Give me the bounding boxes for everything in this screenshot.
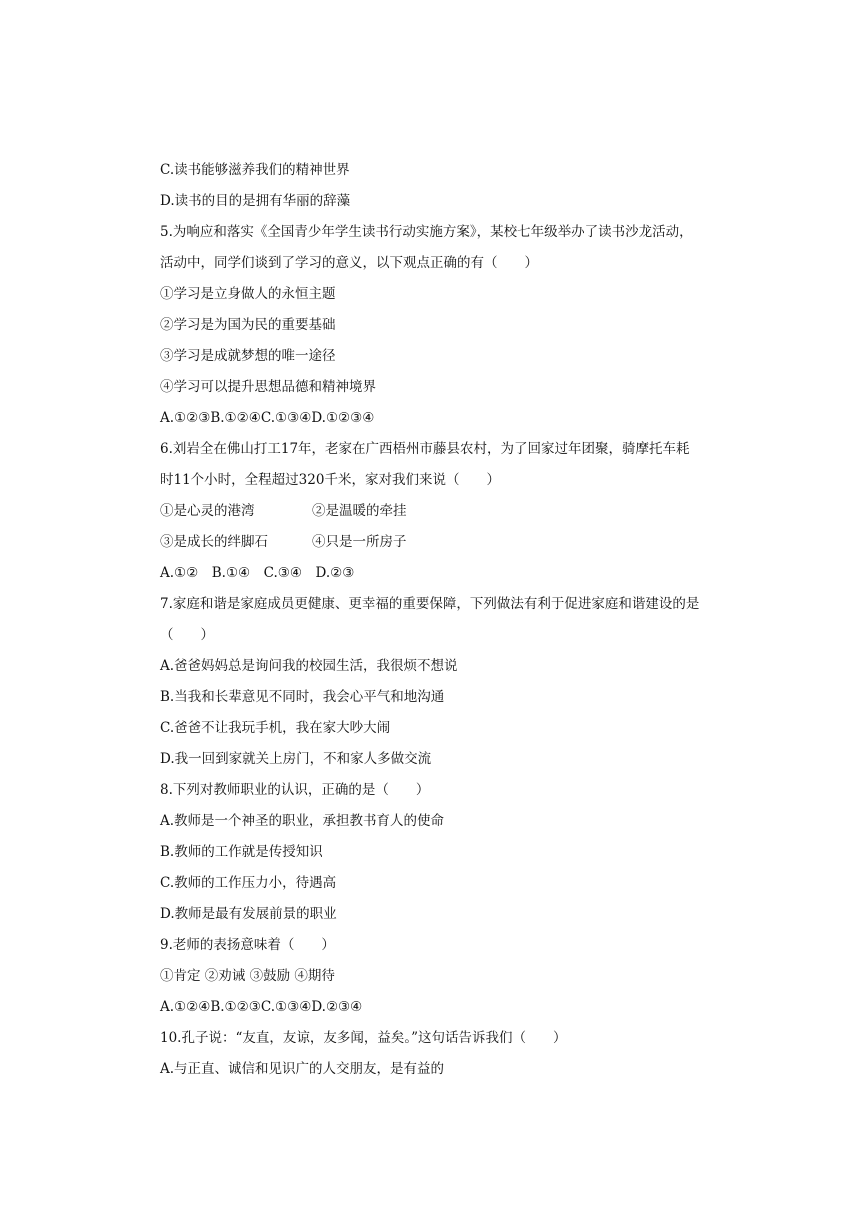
statement-line: ③学习是成就梦想的唯一途径 [160,348,336,364]
statement-line: ④学习可以提升思想品德和精神境界 [160,379,376,395]
option-line: B.当我和长辈意见不同时，我会心平气和地沟通 [160,689,445,705]
question-6-cont: 时11个小时，全程超过320千米，家对我们来说（ ） [160,472,500,488]
answer-options: A.①②④B.①②③C.①③④D.②③④ [160,999,363,1015]
option-line: C.教师的工作压力小，待遇高 [160,875,337,891]
question-5: 5.为响应和落实《全国青少年学生读书行动实施方案》，某校七年级举办了读书沙龙活动， [160,224,693,240]
question-9: 9.老师的表扬意味着（ ） [160,937,335,953]
option-line: B.教师的工作就是传授知识 [160,844,323,860]
statement-item: ①是心灵的港湾 [160,503,255,519]
option-line: D.我一回到家就关上房门，不和家人多做交流 [160,751,432,767]
statement-item: ②是温暖的牵挂 [312,503,407,519]
question-5-cont: 活动中，同学们谈到了学习的意义，以下观点正确的有（ ） [160,255,538,271]
question-6: 6.刘岩全在佛山打工17年，老家在广西梧州市藤县农村，为了回家过年团聚，骑摩托车耗 [160,441,690,457]
option-line: D.教师是最有发展前景的职业 [160,906,337,922]
question-7: 7.家庭和谐是家庭成员更健康、更幸福的重要保障，下列做法有利于促进家庭和谐建设的是 [160,596,700,612]
answer-options: A.①②③B.①②④C.①③④D.①②③④ [160,410,375,426]
option-line: D.读书的目的是拥有华丽的辞藻 [160,193,351,209]
statement-pair [160,533,407,551]
option-line: A.与正直、诚信和见识广的人交朋友，是有益的 [160,1061,445,1077]
statement-item: ③是成长的绊脚石 [160,534,268,550]
option-line: A.教师是一个神圣的职业，承担教书育人的使命 [160,813,445,829]
option-line: C.读书能够滋养我们的精神世界 [160,162,350,178]
question-8: 8.下列对教师职业的认识，正确的是（ ） [160,782,430,798]
question-10: 10.孔子说：“友直，友谅，友多闻，益矣。”这句话告诉我们（ ） [160,1030,567,1046]
statement-line: ①肯定 ②劝诫 ③鼓励 ④期待 [160,968,335,984]
statement-line: ①学习是立身做人的永恒主题 [160,286,336,302]
statement-line: ②学习是为国为民的重要基础 [160,317,336,333]
statement-item: ④只是一所房子 [312,534,407,550]
option-line: C.爸爸不让我玩手机，我在家大吵大闹 [160,720,391,736]
statement-pair [160,502,407,520]
question-7-cont: （ ） [160,627,214,643]
option-line: A.爸爸妈妈总是询问我的校园生活，我很烦不想说 [160,658,458,674]
answer-options: A.①② B.①④ C.③④ D.②③ [160,565,355,581]
